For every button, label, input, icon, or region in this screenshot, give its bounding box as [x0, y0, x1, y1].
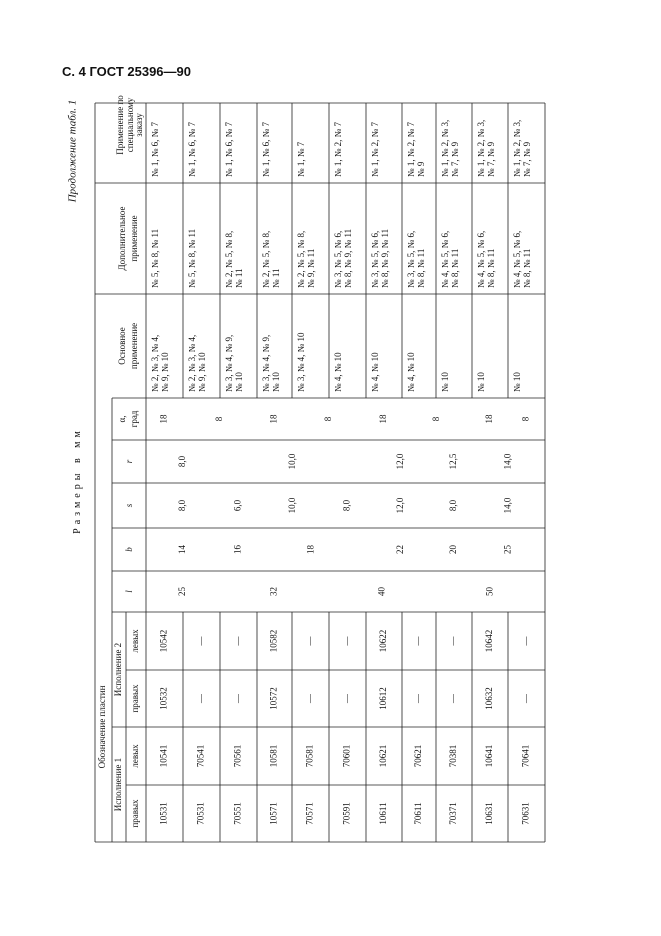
header-special: заказу — [134, 113, 145, 137]
r-value: 10,0 — [287, 453, 298, 470]
v2-right-value: — — [195, 694, 206, 703]
header-special: Применение по — [115, 95, 126, 155]
table-cells — [97, 95, 544, 828]
alpha-value: 18 — [158, 414, 169, 424]
b-value: 16 — [232, 545, 243, 554]
main-value: № 9, № 10 — [197, 352, 208, 392]
b-value: 14 — [177, 545, 188, 554]
v1-left-value: 70561 — [232, 744, 243, 768]
special-value: № 1, № 2, № 3, — [512, 119, 523, 177]
main-value: № 4, № 10 — [406, 352, 417, 392]
header-b: b — [124, 547, 135, 552]
s-value: 6,0 — [232, 499, 243, 512]
v2-right-value: 10532 — [158, 687, 169, 710]
v1-right-value: 70531 — [195, 802, 206, 825]
header-left: левых — [130, 744, 141, 768]
header-l: l — [124, 590, 135, 593]
special-value: № 1, № 6, № 7 — [150, 121, 161, 177]
v2-right-value: — — [232, 694, 243, 703]
special-value: № 1, № 6, № 7 — [261, 121, 272, 177]
l-value: 25 — [177, 587, 188, 596]
main-value: № 9, № 10 — [160, 352, 171, 392]
special-value: № 1, № 7 — [296, 141, 307, 177]
extra-value: № 8, № 11 — [522, 248, 533, 288]
main-value: № 10 — [271, 372, 282, 392]
header-right: правых — [130, 799, 141, 828]
special-value: № 1, № 2, № 7 — [370, 121, 381, 177]
extra-value: № 5, № 8, № 11 — [187, 228, 198, 288]
s-value: 10,0 — [287, 497, 298, 514]
extra-value: № 3, № 5, № 6, — [370, 230, 381, 288]
v1-right-value: 70571 — [304, 802, 315, 825]
header-variant2: Исполнение 2 — [113, 642, 124, 697]
v2-left-value: — — [195, 636, 206, 646]
v1-right-value: 10611 — [378, 802, 389, 825]
v1-left-value: 70541 — [195, 744, 206, 768]
b-value: 22 — [395, 545, 406, 554]
alpha-value: 8 — [431, 416, 442, 422]
l-value: 50 — [484, 587, 495, 596]
special-value: № 7, № 9 — [522, 141, 533, 177]
extra-value: № 4, № 5, № 6, — [512, 230, 523, 288]
header-main: Основное — [117, 327, 128, 365]
v2-left-value: — — [304, 636, 315, 646]
v1-right-value: 70611 — [413, 802, 424, 825]
v1-left-value: 70621 — [413, 744, 424, 768]
extra-value: № 8, № 11 — [450, 248, 461, 288]
v2-left-value: — — [232, 636, 243, 646]
r-value: 12,0 — [395, 453, 406, 470]
header-special: специальному — [125, 97, 136, 153]
v2-right-value: — — [413, 694, 424, 703]
s-value: 12,0 — [395, 497, 406, 514]
v1-left-value: 10641 — [484, 744, 495, 768]
r-value: 14,0 — [502, 453, 513, 470]
v1-left-value: 10581 — [268, 744, 279, 768]
v2-right-value: 10572 — [268, 687, 279, 710]
s-value: 8,0 — [177, 499, 188, 512]
r-value: 12,5 — [448, 453, 459, 470]
main-value: № 2, № 3, № 4, — [150, 334, 161, 392]
header-extra: Дополнительное — [117, 206, 128, 271]
v2-left-value: — — [448, 636, 459, 646]
extra-value: № 2, № 5, № 8, — [261, 230, 272, 288]
alpha-value: 8 — [323, 416, 334, 422]
header-variant1: Исполнение 1 — [113, 757, 124, 812]
extra-value: № 3, № 5, № 6, — [406, 230, 417, 288]
main-value: № 2, № 3, № 4, — [187, 334, 198, 392]
v2-right-value: — — [341, 694, 352, 703]
v2-left-value: 10582 — [268, 629, 279, 653]
sizes-caption: Размеры в мм — [71, 426, 83, 534]
v2-left-value: — — [520, 636, 531, 646]
b-value: 18 — [305, 545, 316, 554]
special-value: № 1, № 2, № 7 — [333, 121, 344, 177]
extra-value: № 4, № 5, № 6, — [476, 230, 487, 288]
extra-value: № 11 — [271, 268, 282, 288]
s-value: 14,0 — [502, 497, 513, 514]
s-value: 8,0 — [448, 499, 459, 512]
header-r: r — [124, 459, 135, 464]
v1-right-value: 70371 — [448, 802, 459, 825]
v2-right-value: 10612 — [378, 687, 389, 710]
extra-value: № 8, № 9, № 11 — [380, 228, 391, 288]
v1-left-value: 70641 — [520, 744, 531, 768]
v1-left-value: 70601 — [341, 744, 352, 768]
header-right: правых — [130, 684, 141, 713]
v1-right-value: 10571 — [268, 802, 279, 825]
header-s: s — [124, 503, 135, 508]
header-main: применение — [129, 322, 140, 370]
main-value: № 3, № 4, № 10 — [296, 332, 307, 392]
continuation-label: Продолжение табл. 1 — [66, 99, 79, 203]
b-value: 20 — [448, 545, 459, 554]
header-left: левых — [130, 629, 141, 653]
special-value: № 1, № 2, № 3, — [476, 119, 487, 177]
main-value: № 3, № 4, № 9, — [224, 334, 235, 392]
header-alpha-unit: град — [129, 410, 140, 428]
main-value: № 4, № 10 — [370, 352, 381, 392]
v1-left-value: 70381 — [448, 744, 459, 768]
main-value: № 10 — [234, 372, 245, 392]
extra-value: № 11 — [234, 268, 245, 288]
page-header: С. 4 ГОСТ 25396—90 — [62, 64, 191, 79]
special-value: № 1, № 6, № 7 — [187, 121, 198, 177]
b-value: 25 — [502, 545, 513, 554]
v2-right-value: — — [448, 694, 459, 703]
main-value: № 10 — [512, 372, 523, 392]
extra-value: № 8, № 11 — [486, 248, 497, 288]
special-value: № 7, № 9 — [450, 141, 461, 177]
main-value: № 3, № 4, № 9, — [261, 334, 272, 392]
main-value: № 4, № 10 — [333, 352, 344, 392]
v2-right-value: — — [520, 694, 531, 703]
alpha-value: 18 — [484, 414, 495, 424]
alpha-value: 18 — [268, 414, 279, 424]
l-value: 32 — [268, 587, 279, 596]
v1-right-value: 70631 — [520, 802, 531, 825]
v1-left-value: 70581 — [304, 744, 315, 768]
v2-left-value: — — [341, 636, 352, 646]
s-value: 8,0 — [341, 499, 352, 512]
v1-right-value: 10531 — [158, 802, 169, 825]
special-value: № 7, № 9 — [486, 141, 497, 177]
extra-value: № 4, № 5, № 6, — [440, 230, 451, 288]
header-extra: применение — [129, 215, 140, 262]
r-value: 8,0 — [177, 455, 188, 468]
alpha-value: 8 — [520, 416, 531, 422]
special-value: № 1, № 2, № 7 — [406, 121, 417, 177]
l-value: 40 — [376, 587, 387, 596]
v2-left-value: — — [413, 636, 424, 646]
v2-left-value: 10642 — [484, 629, 495, 653]
header-designation: Обозначение пластин — [97, 685, 108, 769]
header-alpha: α, — [117, 415, 128, 423]
special-value: № 1, № 2, № 3, — [440, 119, 451, 177]
v1-right-value: 10631 — [484, 802, 495, 825]
extra-value: № 3, № 5, № 6, — [333, 230, 344, 288]
extra-value: № 8, № 9, № 11 — [343, 228, 354, 288]
extra-value: № 5, № 8, № 11 — [150, 228, 161, 288]
v1-right-value: 70551 — [232, 802, 243, 825]
special-value: № 9 — [416, 161, 427, 177]
extra-value: № 9, № 11 — [306, 248, 317, 288]
main-value: № 10 — [476, 372, 487, 392]
extra-value: № 8, № 11 — [416, 248, 427, 288]
v2-left-value: 10622 — [378, 629, 389, 653]
special-value: № 1, № 6, № 7 — [224, 121, 235, 177]
v2-right-value: 10632 — [484, 687, 495, 710]
v1-left-value: 10621 — [378, 744, 389, 768]
alpha-value: 8 — [214, 416, 225, 422]
extra-value: № 2, № 5, № 8, — [296, 230, 307, 288]
v2-left-value: 10542 — [158, 629, 169, 653]
extra-value: № 2, № 5, № 8, — [224, 230, 235, 288]
alpha-value: 18 — [378, 414, 389, 424]
v1-right-value: 70591 — [341, 802, 352, 825]
v1-left-value: 10541 — [158, 744, 169, 768]
main-value: № 10 — [440, 372, 451, 392]
v2-right-value: — — [304, 694, 315, 703]
